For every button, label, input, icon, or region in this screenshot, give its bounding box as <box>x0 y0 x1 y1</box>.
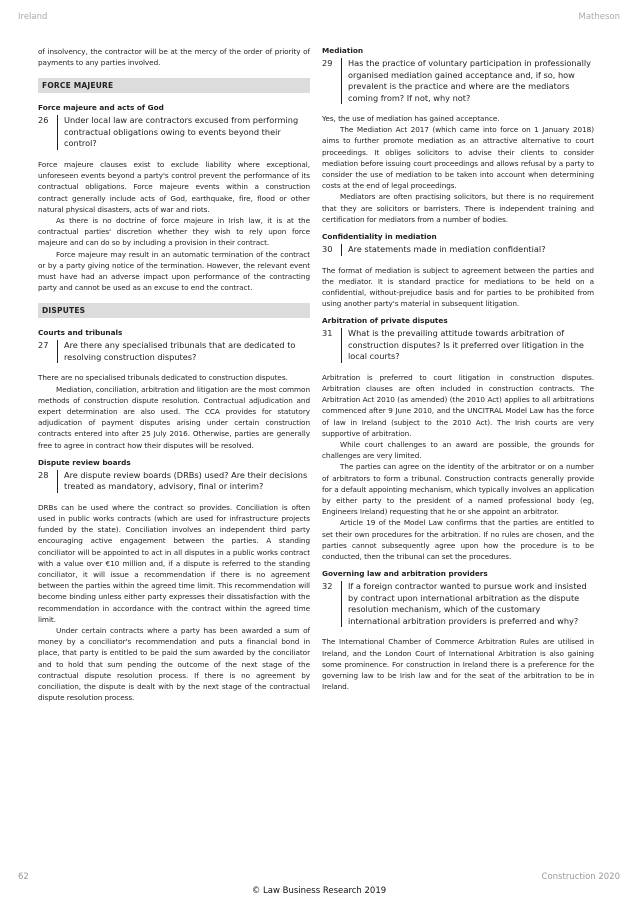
question-26 <box>38 115 310 150</box>
question-number: 30 <box>322 244 333 255</box>
subheading-governing-law: Governing law and arbitration providers <box>322 569 488 579</box>
paragraph: Under certain contracts where a party has been awarded a sum of money by a conciliator's recommendation and puts a financial bond in place, that party is entitled to be paid the sum awarded by the conciliator and to hold that sum pending the outcome of the next stage of the contractual dispute resolution process. If there is no agreement by conciliation, the dispute is dealt with by the next stage of the contractual dispute resolution process. <box>38 626 310 703</box>
paragraph: Force majeure clauses exist to exclude liability where exceptional, unforeseen events beyond a party's control prevent the performance of its contractual obligations. Force majeure events within a construction contract generally include acts of God, earthquake, fire, flood or other natural physical disasters, acts of war and riots. <box>38 159 310 214</box>
question-text: Under local law are contractors excused from performing contractual obligations owing to events beyond their control? <box>57 115 310 150</box>
question-text: Are statements made in mediation confidential? <box>341 244 546 256</box>
paragraph: Mediation, conciliation, arbitration and litigation are the most common methods of construction dispute resolution. Contractual adjudication and expert determination are also used. The CCA provides for statutory adjudication of payment disputes arising under certain construction contracts entered into after 25 July 2016. Otherwise, parties are generally free to agree in contract how their disputes will be resolved. <box>38 384 310 450</box>
paragraph: The format of mediation is subject to agreement between the parties and the mediator. It is standard practice for mediations to be held on a confidential, without-prejudice basis and for parties to be prohibited from using another party's material in subsequent litigation. <box>322 265 594 309</box>
copyright-notice: © Law Business Research 2019 <box>251 886 387 896</box>
paragraph: As there is no doctrine of force majeure in Irish law, it is at the contractual parties' discretion whether they wish to rely upon force majeure and can do so by including a provision in their contract. <box>38 215 310 248</box>
section-band-force-majeure: FORCE MAJEURE <box>38 78 310 93</box>
question-number: 32 <box>322 581 333 592</box>
subheading-confidentiality: Confidentiality in mediation <box>322 232 437 242</box>
question-text: If a foreign contractor wanted to pursue work and insisted by contract upon international arbitration as the dispute resolution mechanism, which of the customary international arbitration providers is preferred and why? <box>341 581 594 627</box>
question-31 <box>322 328 594 363</box>
question-text: Has the practice of voluntary participation in professionally organised mediation gained acceptance and, if so, how prevalent is the practice and where are the mediators coming from? If not, why not? <box>341 58 594 104</box>
paragraph: Article 19 of the Model Law confirms that the parties are entitled to set their own procedures for the arbitration. If no rules are chosen, and the parties cannot subsequently agree upon how the procedure is to be conducted, then the tribunal can set the procedures. <box>322 518 594 562</box>
paragraph: The International Chamber of Commerce Arbitration Rules are utilised in Ireland, and the London Court of International Arbitration is also gaining some prominence. For construction in Ireland there is a preference for the governing law to be Irish law and for the seat of the arbitration to be in Ireland. <box>322 637 594 692</box>
paragraph: Arbitration is preferred to court litigation in construction disputes. Arbitration clauses are often included in construction contracts. The Arbitration Act 2010 (as amended) (the 2010 Act) applies to all arbitrations commenced after 9 June 2010, and the UNCITRAL Model Law has the force of law in Ireland (subject to the 2010 Act). The Irish courts are very supportive of arbitration. <box>322 372 594 438</box>
paragraph: Force majeure may result in an automatic termination of the contract or by a party giving notice of the termination. However, the relevant event must have had an adverse impact upon performance of the contracting party and cannot be used as an excuse to end the contract. <box>38 249 310 293</box>
question-27 <box>38 340 310 363</box>
right-column <box>322 46 594 692</box>
paragraph: Yes, the use of mediation has gained acceptance. <box>322 114 500 123</box>
question-29 <box>322 58 594 104</box>
subheading-mediation: Mediation <box>322 46 364 55</box>
question-number: 26 <box>38 115 49 126</box>
publication-name: Construction 2020 <box>541 872 620 882</box>
question-32 <box>322 581 594 627</box>
header-country: Ireland <box>18 12 48 22</box>
paragraph: DRBs can be used where the contract so provides. Conciliation is often used in public works contracts (which are used for infrastructure projects funded by the state). Conciliation involves an independent third party encouraging active engagement between the parties. A standing conciliator will be appointed to act in all disputes in a public works contract with a value over €10 million and, if a dispute is referred to the standing conciliator, it will issue a recommendation if there is no agreement between the parties within the agreed time limit. This recommendation will become binding unless either party expresses their dissatisfaction with the recommendation in accordance with the contract within the agreed time limit. <box>38 502 310 624</box>
question-text: Are there any specialised tribunals that are dedicated to resolving construction disputes? <box>57 340 310 363</box>
paragraph: Mediators are often practising solicitors, but there is no requirement that they are solicitors or barristers. There is independent training and certification for mediators from a number of bodies. <box>322 192 594 224</box>
subheading-force-majeure: Force majeure and acts of God <box>38 103 164 113</box>
question-number: 31 <box>322 328 333 339</box>
question-text: Are dispute review boards (DRBs) used? Are their decisions treated as mandatory, advisory, final or interim? <box>57 470 310 493</box>
subheading-courts: Courts and tribunals <box>38 328 123 338</box>
question-number: 28 <box>38 469 49 480</box>
page-number: 62 <box>18 872 29 882</box>
intro-paragraph: of insolvency, the contractor will be at the mercy of the order of priority of payments to any parties involved. <box>38 47 310 68</box>
question-number: 29 <box>322 58 333 68</box>
subheading-drb: Dispute review boards <box>38 457 131 467</box>
section-band-disputes: DISPUTES <box>38 303 310 318</box>
left-column <box>38 46 310 703</box>
paragraph: There are no specialised tribunals dedicated to construction disputes. <box>38 373 288 383</box>
header-firm: Matheson <box>578 12 620 22</box>
question-number: 27 <box>38 340 49 351</box>
paragraph: The Mediation Act 2017 (which came into force on 1 January 2018) aims to further promote mediation as an attractive alternative to court proceedings. It obliges solicitors to advise their clients to consider mediation before issuing court proceedings and allows refusal by a party to consider the use of mediation to be taken into account when determining costs at the end of legal proceedings. <box>322 125 594 191</box>
question-text: What is the prevailing attitude towards arbitration of construction disputes? Is it preferred over litigation in the local courts? <box>341 328 594 363</box>
subheading-arbitration: Arbitration of private disputes <box>322 316 448 326</box>
paragraph: The parties can agree on the identity of the arbitrator or on a number of arbitrators to form a tribunal. Construction contracts generally provide for a default appointing mechanism, which typically involves an application by either party to the president of a named professional body (eg, Engineers Ireland) requesting that he or she appoint an arbitrator. <box>322 462 594 517</box>
question-28 <box>38 470 310 493</box>
paragraph: While court challenges to an award are possible, the grounds for challenges are very limited. <box>322 440 594 461</box>
question-30 <box>322 244 594 256</box>
